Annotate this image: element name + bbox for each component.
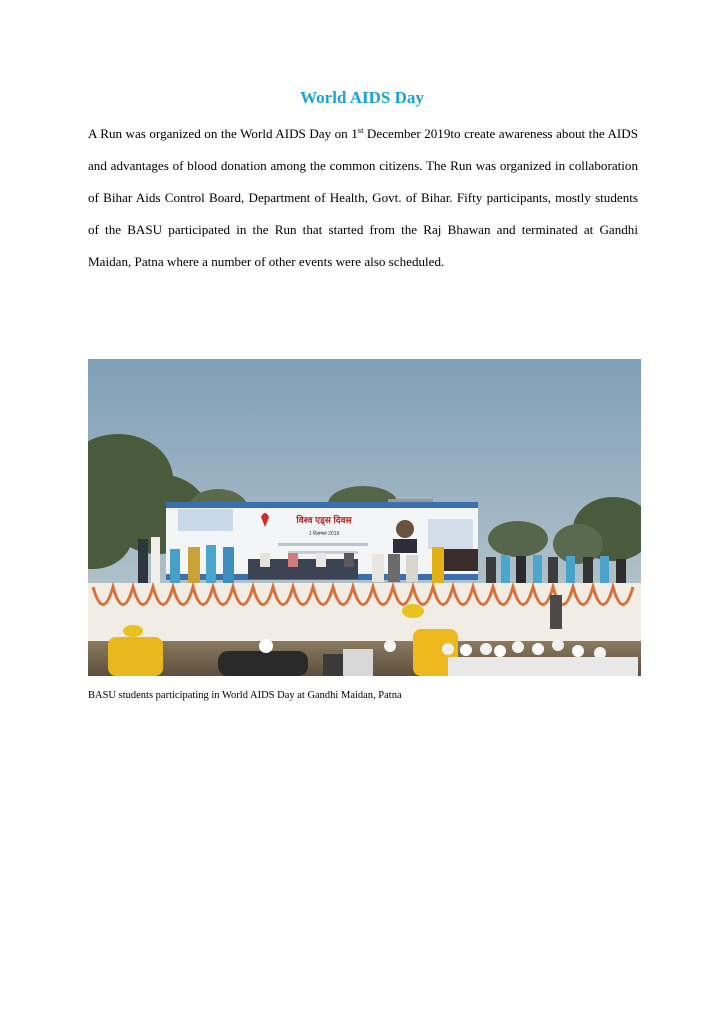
event-photo-illustration — [88, 359, 641, 676]
banner-heading: विश्व एड्स दिवस — [296, 515, 352, 525]
paragraph-text-rest: December 2019to create awareness about the AIDS and advantages of blood donation among the common citizens. The Run was organized in collaboration of Bihar Aids Control Board, Department of Health, Govt. of Bihar. Fifty participants, mostly students of the BASU participated in the Run that started from the Raj Bhawan and terminated at Gandhi Maidan, Patna where a number of other events were also scheduled. — [88, 126, 638, 269]
banner-date: 1 दिसम्बर 2019 — [308, 531, 340, 537]
paragraph-text-start: A Run was organized on the World AIDS Day on 1 — [88, 126, 358, 141]
body-paragraph — [88, 118, 638, 278]
ordinal-superscript: st — [357, 125, 364, 135]
event-photo — [88, 359, 641, 676]
photo-caption: BASU students participating in World AIDS Day at Gandhi Maidan, Patna — [88, 690, 402, 701]
page-title: World AIDS Day — [300, 88, 424, 107]
